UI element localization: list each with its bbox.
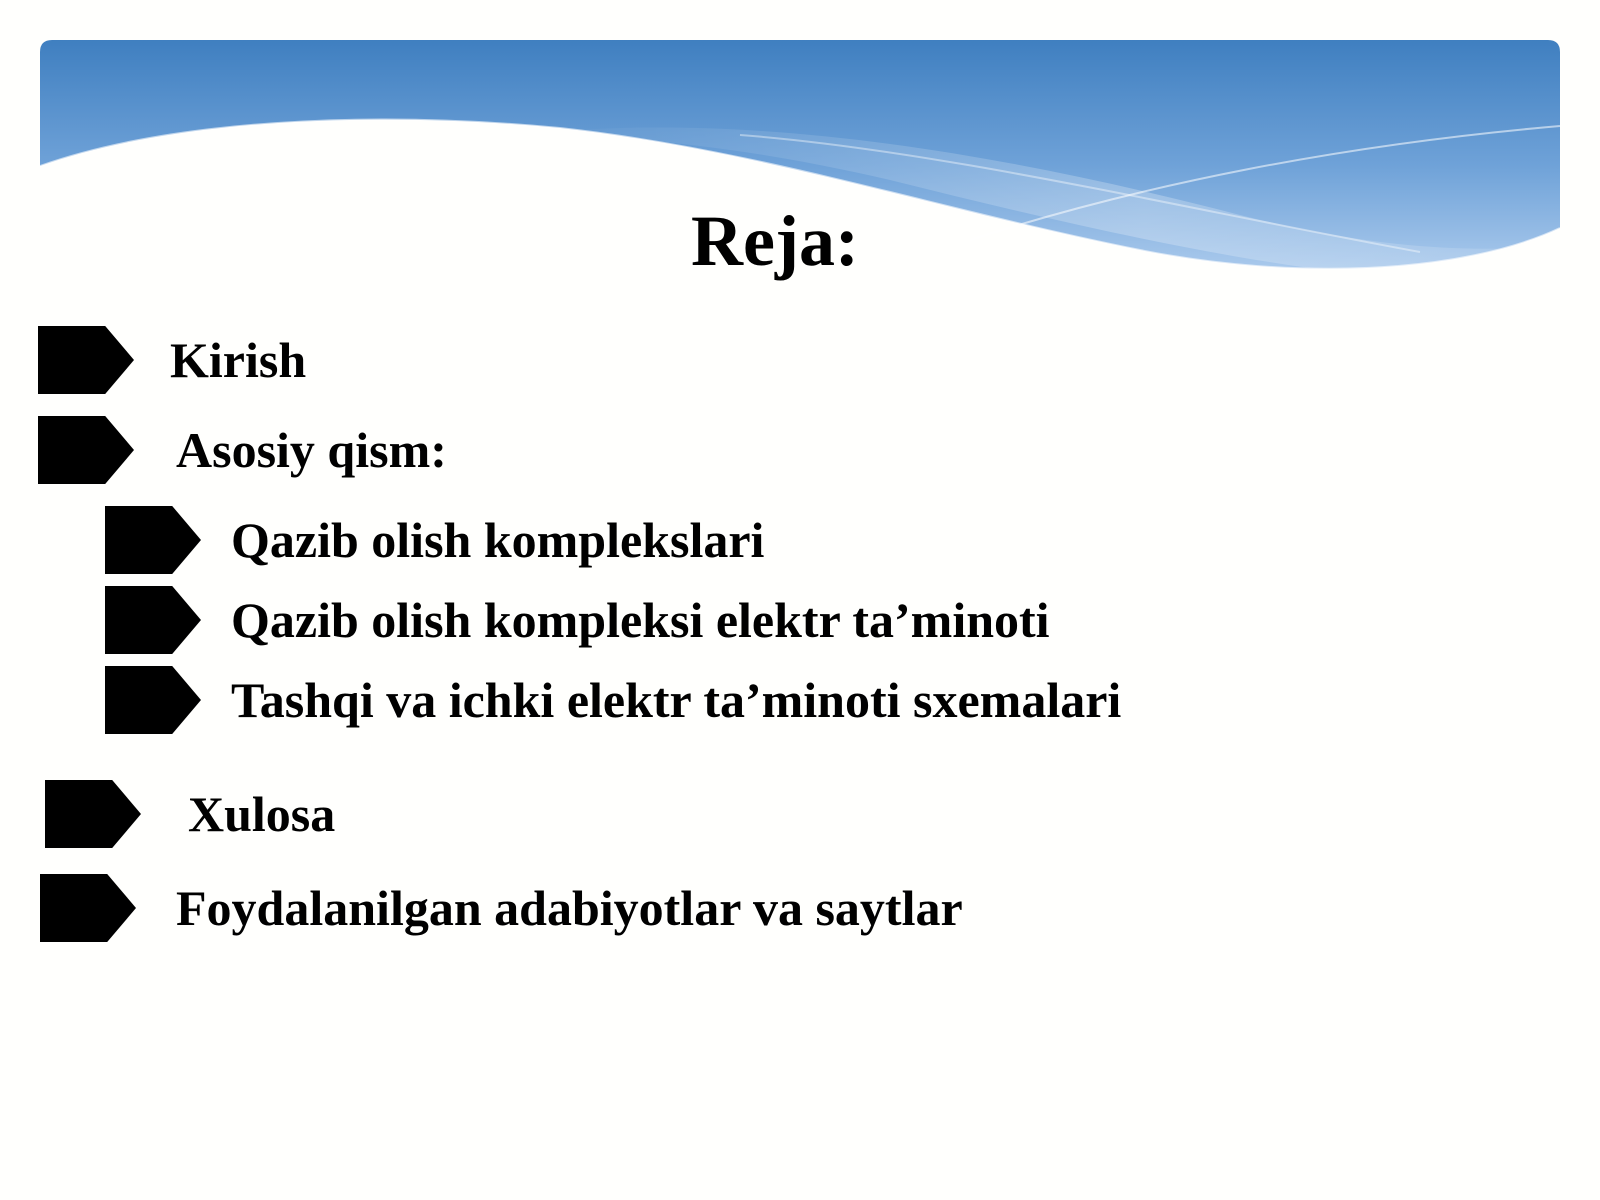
list-item-label: Foydalanilgan adabiyotlar va saytlar bbox=[176, 880, 963, 936]
sub-item-qazib-olish-komplekslari bbox=[105, 506, 764, 574]
arrow-bullet-icon bbox=[38, 416, 134, 484]
list-item-label: Tashqi va ichki elektr ta’minoti sxemalari bbox=[231, 672, 1122, 728]
list-item-xulosa bbox=[45, 780, 335, 848]
list-item-label: Asosiy qism: bbox=[176, 422, 447, 478]
list-item-asosiy-qism bbox=[38, 416, 447, 484]
list-item-label: Kirish bbox=[170, 332, 307, 388]
sub-item-elektr-taminoti bbox=[105, 586, 1050, 654]
arrow-bullet-icon bbox=[45, 780, 141, 848]
list-item-label: Qazib olish komplekslari bbox=[231, 512, 765, 568]
arrow-bullet-icon bbox=[105, 586, 201, 654]
slide-title: Reja: bbox=[691, 201, 859, 281]
arrow-bullet-icon bbox=[105, 666, 201, 734]
arrow-bullet-icon bbox=[38, 326, 134, 394]
list-item-label: Qazib olish kompleksi elektr ta’minoti bbox=[231, 592, 1050, 648]
list-item-kirish bbox=[38, 326, 306, 394]
list-item-label: Xulosa bbox=[188, 786, 336, 842]
arrow-bullet-icon bbox=[40, 874, 136, 942]
list-item-adabiyotlar bbox=[40, 874, 963, 942]
sub-item-taminot-sxemalari bbox=[105, 666, 1121, 734]
arrow-bullet-icon bbox=[105, 506, 201, 574]
